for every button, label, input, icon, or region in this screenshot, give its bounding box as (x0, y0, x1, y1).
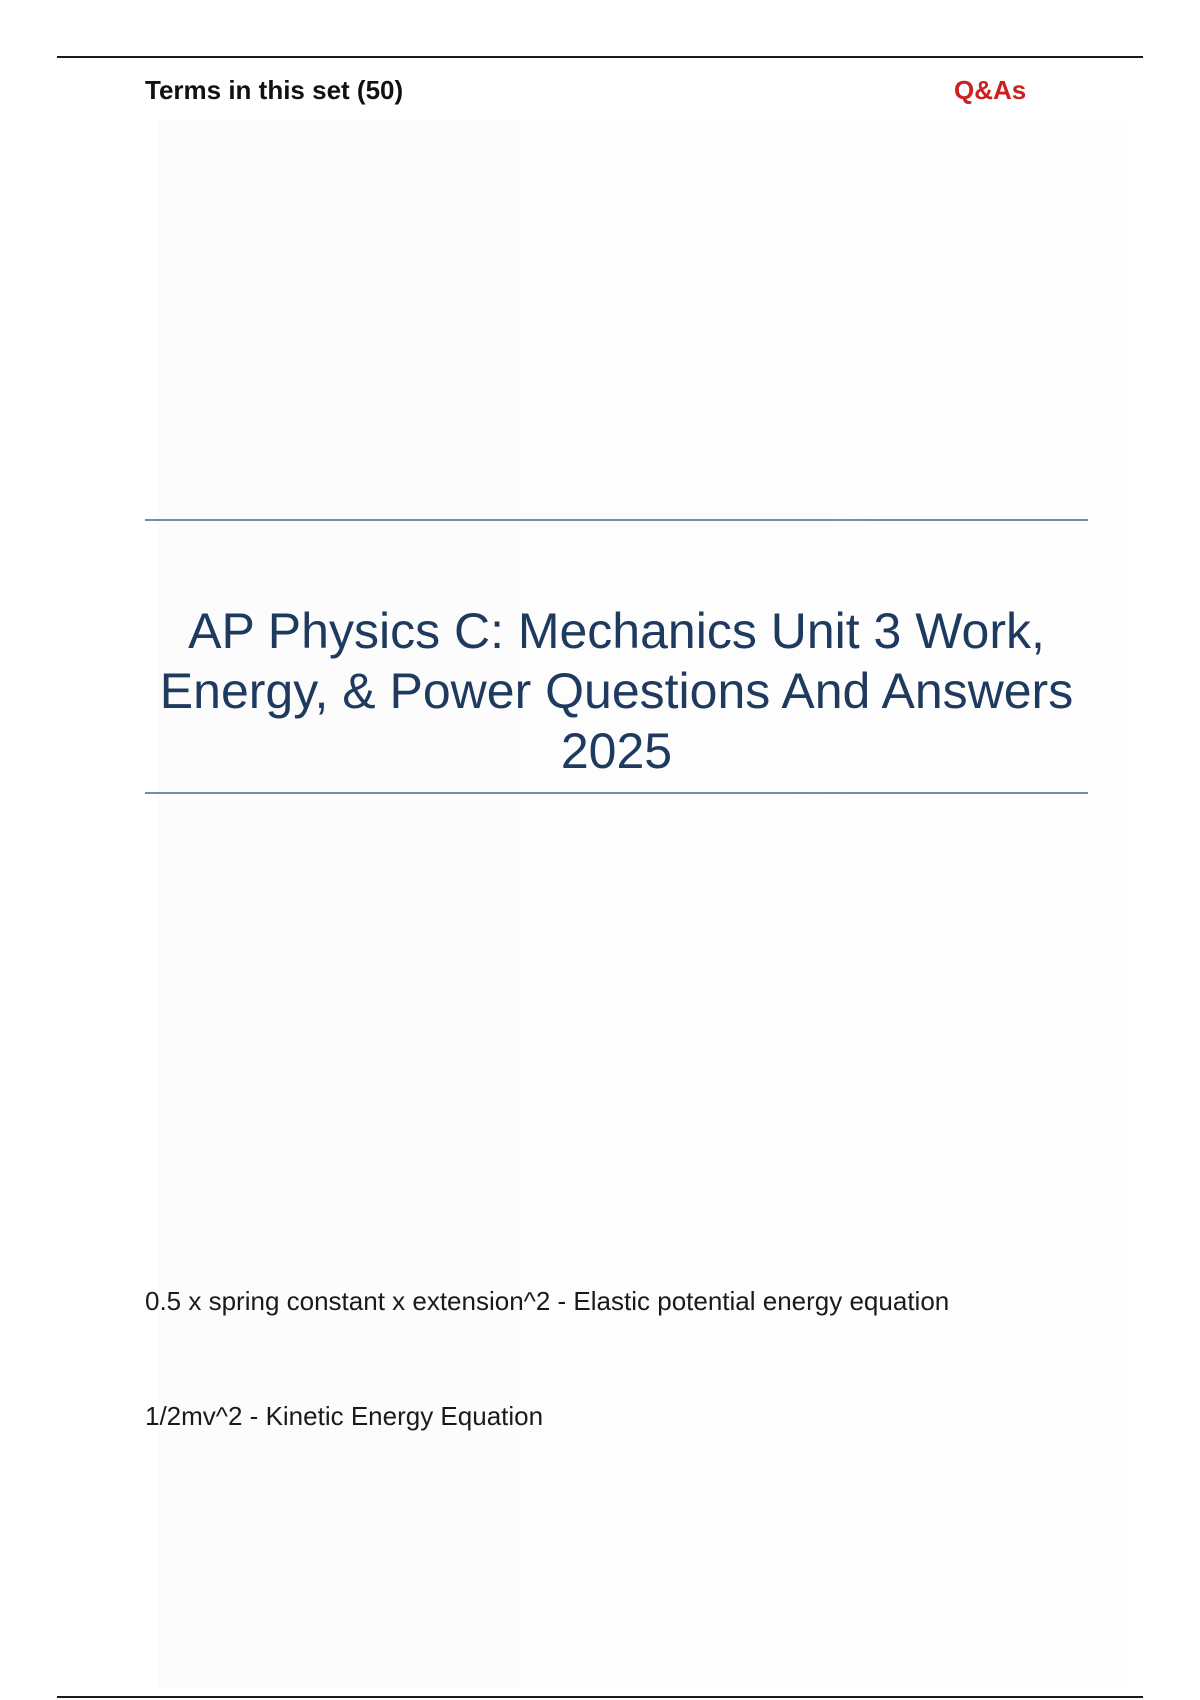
qa-badge: Q&As (954, 75, 1027, 105)
top-divider (57, 56, 1143, 58)
title-bottom-rule (145, 792, 1088, 794)
terms-count-label: Terms in this set (50) (145, 75, 404, 105)
term-item: 1/2mv^2 - Kinetic Energy Equation (145, 1401, 544, 1431)
term-item: 0.5 x spring constant x extension^2 - Elastic potential energy equation (145, 1286, 950, 1316)
content-area (158, 120, 1124, 1688)
bottom-divider (57, 1696, 1143, 1698)
title-top-rule (145, 519, 1088, 521)
document-title: AP Physics C: Mechanics Unit 3 Work, Energy, & Power Questions And Answers 2025 (159, 603, 1074, 779)
